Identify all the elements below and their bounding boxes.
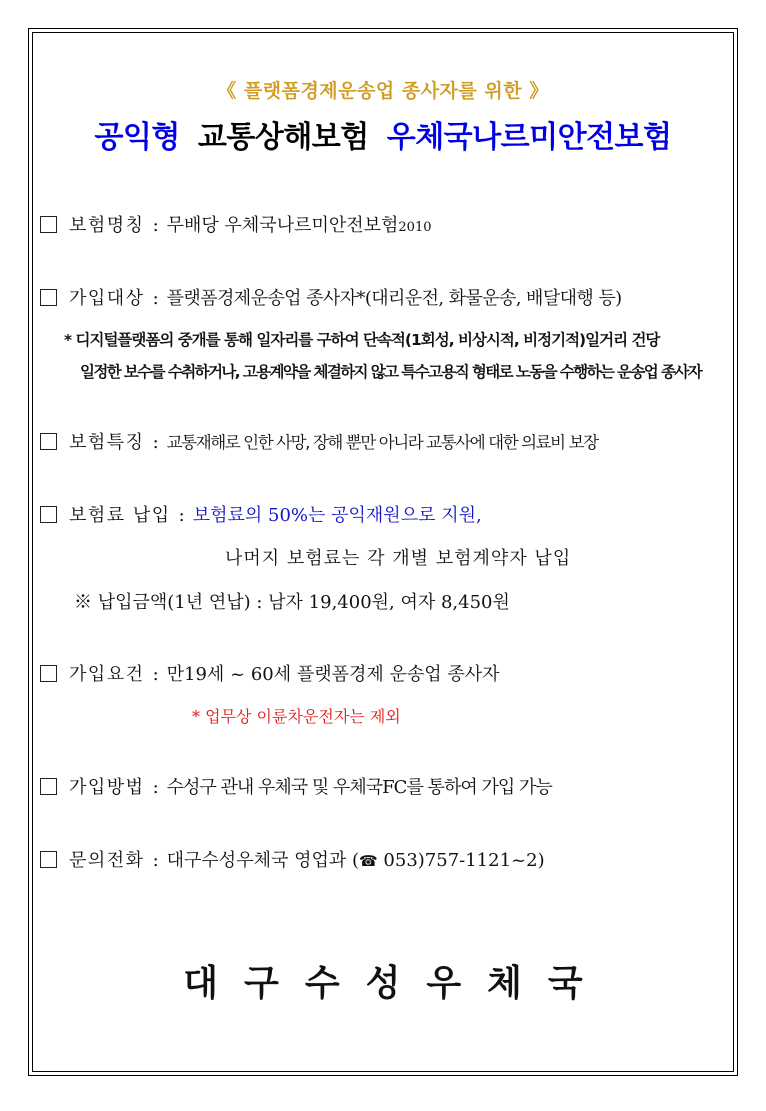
section-label: 문의전화 [69,850,145,871]
section-value: 만19세 ~ 60세 플랫폼경제 운송업 종사자 [166,664,500,685]
title-part-product: 우체국나르미안전보험 [386,120,672,155]
subtitle: 《 플랫폼경제운송업 종사자를 위한 》 [217,80,549,102]
checkbox-icon [40,778,57,795]
section-label: 보험명칭 [69,215,145,236]
separator: : [152,664,159,685]
eligibility-note-line-2: 일정한 보수를 수취하거나, 고용계약을 체결하지 않고 특수고용직 형태로 노동을 수행하는 운송업 종사자 [80,363,702,381]
section-value: 무배당 우체국나르미안전보험 [166,215,399,236]
eligibility-note-line-1: * 디지털플랫폼의 중개를 통해 일자리를 구하여 단속적(1회성, 비상시적, 비정기적)일거리 건당 [64,331,660,349]
phone-icon: ☎ [359,852,378,870]
title-part-insurance: 교통상해보험 [197,120,369,155]
checkbox-icon [40,433,57,450]
contact-office: 대구수성우체국 영업과 ( [166,850,359,871]
section-eligibility [38,286,622,312]
separator: : [152,288,159,309]
section-contact [38,848,545,874]
footer-organization: 대구수성우체국 [183,962,609,1004]
section-label: 가입대상 [69,288,145,309]
premium-amount-note: ※ 납입금액(1년 연납) : 남자 19,400원, 여자 8,450원 [74,592,510,613]
separator: : [152,215,159,236]
checkbox-icon [40,216,57,233]
section-value-suffix: 2010 [398,220,432,235]
exclusion-note: * 업무상 이륜차운전자는 제외 [192,707,401,726]
premium-subsidy-text: 보험료의 50%는 공익재원으로 지원, [192,505,482,526]
premium-remaining-text: 나머지 보험료는 각 개별 보험계약자 납입 [225,548,572,569]
checkbox-icon [40,506,57,523]
section-enrollment-method [38,775,552,801]
section-label: 보험료 납입 [69,505,171,526]
separator: : [152,777,159,798]
phone-number: 053)757-1121~2) [377,850,545,871]
section-value: 수성구 관내 우체국 및 우체국FC를 통하여 가입 가능 [166,777,552,798]
checkbox-icon [40,665,57,682]
section-label: 가입방법 [69,777,145,798]
title-part-public: 공익형 [94,120,180,155]
separator: : [178,505,185,526]
section-value: 플랫폼경제운송업 종사자*(대리운전, 화물운송, 배달대행 등) [166,288,622,309]
section-label: 가입요건 [69,664,145,685]
section-label: 보험특징 [69,432,145,453]
checkbox-icon [40,851,57,868]
page-title [0,112,766,156]
separator: : [152,432,159,453]
section-value: 교통재해로 인한 사망, 장해 뿐만 아니라 교통사에 대한 의료비 보장 [166,433,598,452]
separator: : [152,850,159,871]
section-requirements [38,662,500,688]
section-features [38,430,598,456]
section-premium-payment [38,503,482,529]
checkbox-icon [40,289,57,306]
section-insurance-name [38,213,432,241]
